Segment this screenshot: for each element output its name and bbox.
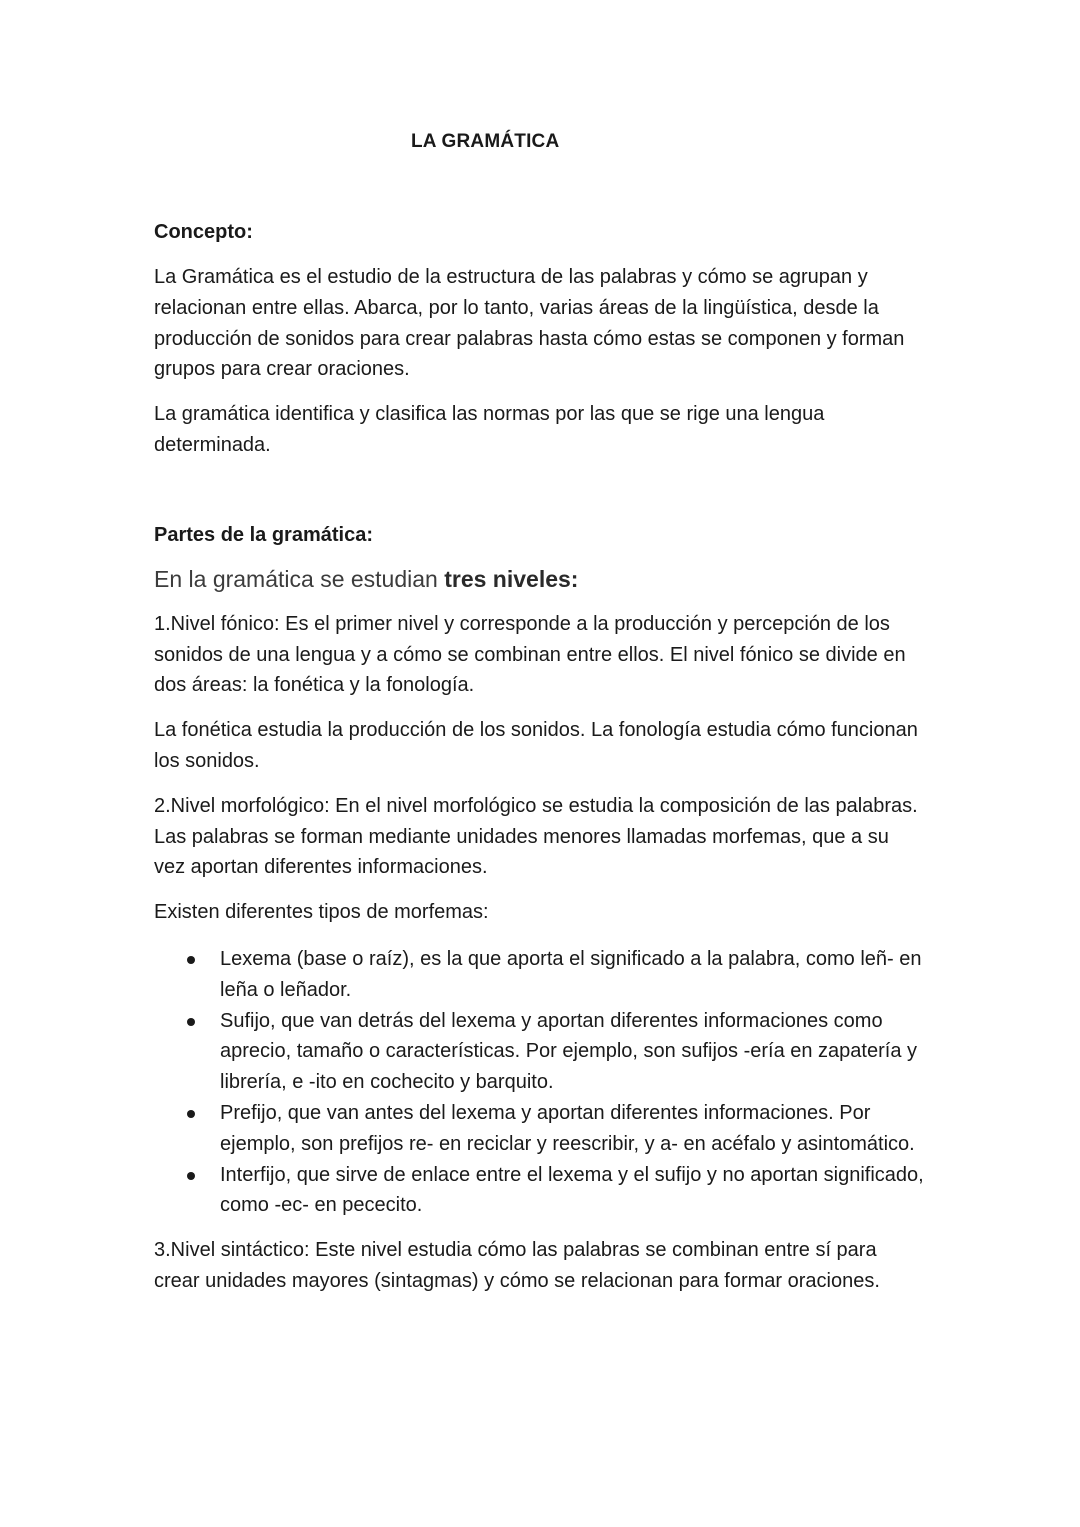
list-item: Interfijo, que sirve de enlace entre el lexema y el sufijo y no aportan significado, como -ec- en pececito. (154, 1160, 924, 1222)
list-item: Lexema (base o raíz), es la que aporta el significado a la palabra, como leñ- en leña o leñador. (154, 944, 924, 1006)
niveles-lead-text: En la gramática se estudian (154, 565, 445, 592)
concepto-paragraph-2: La gramática identifica y clasifica las normas por las que se rige una lengua determinada. (154, 403, 825, 456)
concepto-paragraph-1: La Gramática es el estudio de la estructura de las palabras y cómo se agrupan y relacionan entre ellas. Abarca, por lo tanto, varias áreas de la lingüística, desde la producción de sonidos para crear palabras hasta cómo estas se componen y forman grupos para crear oraciones. (154, 266, 905, 381)
list-item: Prefijo, que van antes del lexema y aportan diferentes informaciones. Por ejemplo, son prefijos re- en reciclar y reescribir, y a- en acéfalo y asintomático. (154, 1098, 924, 1160)
document-page (154, 128, 924, 1297)
fonetica-paragraph: La fonética estudia la producción de los sonidos. La fonología estudia cómo funcionan los sonidos. (154, 719, 918, 772)
niveles-lead (154, 563, 924, 595)
nivel-sintactico-paragraph: 3.Nivel sintáctico: Este nivel estudia cómo las palabras se combinan entre sí para crear unidades mayores (sintagmas) y cómo se relacionan para formar oraciones. (154, 1239, 880, 1292)
tipos-morfemas-intro: Existen diferentes tipos de morfemas: (154, 901, 489, 924)
concepto-heading: Concepto: (154, 221, 253, 243)
list-item: Sufijo, que van detrás del lexema y aportan diferentes informaciones como aprecio, tamaño o características. Por ejemplo, son sufijos -ería en zapatería y librería, e -ito en cochecito y barquito. (154, 1006, 924, 1098)
nivel-fonico-paragraph: 1.Nivel fónico: Es el primer nivel y corresponde a la producción y percepción de los sonidos de una lengua y a cómo se combinan entre ellos. El nivel fónico se divide en dos áreas: la fonética y la fonología. (154, 612, 906, 697)
partes-heading: Partes de la gramática: (154, 523, 373, 546)
niveles-lead-bold: tres niveles: (444, 565, 579, 592)
nivel-morfologico-paragraph: 2.Nivel morfológico: En el nivel morfológico se estudia la composición de las palabras. Las palabras se forman mediante unidades menores llamadas morfemas, que a su vez aportan diferentes informaciones. (154, 794, 918, 879)
document-title: LA GRAMÁTICA (411, 131, 560, 152)
morfemas-list (154, 944, 924, 1221)
